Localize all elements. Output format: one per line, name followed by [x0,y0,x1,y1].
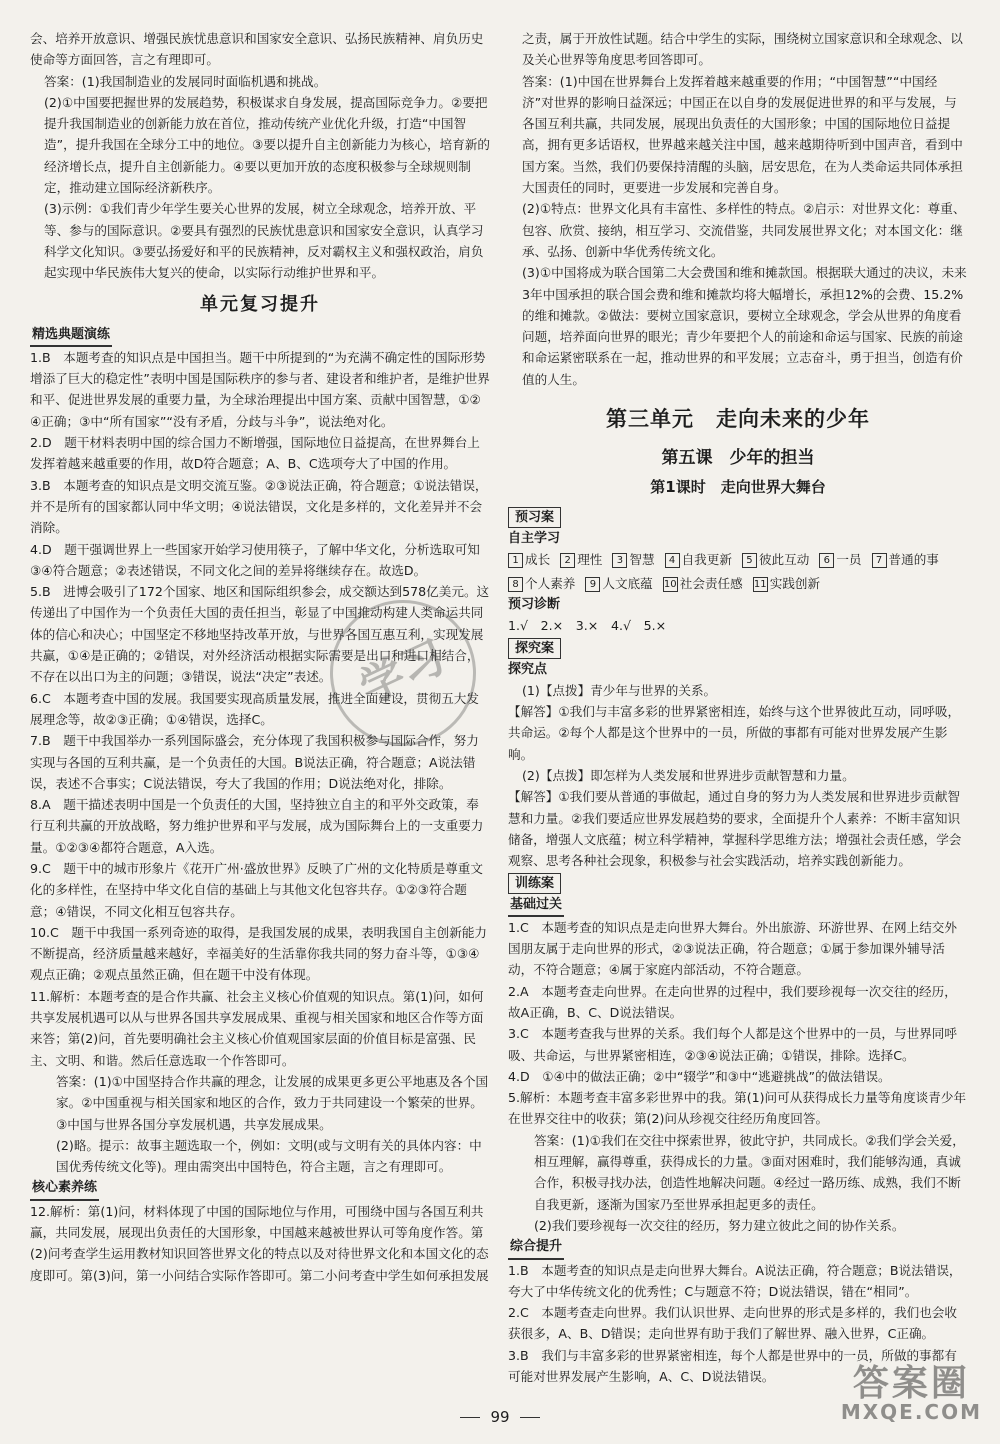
subsection-heading [30,324,490,347]
blank-item [508,549,550,570]
watermark-text: 答案圈 [852,1363,970,1404]
blank-text: 成长 [525,552,551,568]
answer-paragraph: (2)①特点：世界文化具有丰富性、多样性的特点。②启示：对世界文化：尊重、包容、欣赏、接纳，相互学习、交流借鉴，共同发展世界文化；对本国文化：继承、弘扬、创新中华优秀传统文化。 [522,201,966,259]
answer-paragraph: (3)①中国将成为联合国第二大会费国和维和摊款国。根据联大通过的决议，未来3年中国承担的联合国会费和维和摊款均将大幅增长，承担12%的会费、15.2%的维和摊款。②做法：要树立国家意识，要树立全球观念，学会从世界的角度看问题，培养面向世界的眼光；青少年要把个人的前途和命运与国家、民族的前途和命运紧密联系在一起，推动世界的和平发展；立志奋斗，勇于担当，创造有价值的人生。 [522,265,967,387]
answer-item: 8.A 题干描述表明中国是一个负责任的大国，坚持独立自主的和平外交政策，奉行互利共赢的开放战略，努力维护世界和平与发展，成为国际舞台上的一支重要力量。①②③④都符合题意，A入选。 [30,797,484,855]
answer-item: 1.C 本题考查的知识点是走向世界大舞台。外出旅游、环游世界、在网上结交外国朋友属于走向世界的形式，②③说法正确，符合题意；①属于参加课外辅导活动，不符合题意；④属于家庭内部活动，不符合题意。 [508,919,957,978]
blank-item [872,549,939,570]
answer-item: 2.A 本题考查走向世界。在走向世界的过程中，我们要珍视每一次交往的经历，故A正确，B、C、D说法错误。 [508,983,957,1020]
diagnosis-heading: 预习诊断 [508,596,561,612]
answer-item: 4.D ①④中的做法正确；②中“辍学”和③中“逃避挑战”的做法错误。 [508,1068,891,1084]
blank-text: 个人素养 [525,575,576,591]
right-column [508,28,968,1387]
blank-item [663,573,743,594]
answer-item: 10.C 题干中我国一系列奇迹的取得，是我国发展的成果，表明我国自主创新能力不断提高，经济质量越来越好，幸福美好的生活靠你我共同的努力奋斗等，①③④观点正确；②观点虽然正确，但在题干中没有体现。 [30,924,488,983]
answer-paragraph: (2)我们要珍视每一次交往的经历，努力建立彼此之间的协作关系。 [534,1217,905,1233]
footer-dash-left [460,1417,480,1418]
blank-text: 普通的事 [888,552,939,568]
answer-paragraph: (1)【点拨】青少年与世界的关系。 [522,682,717,698]
answer-paragraph: 答案：(1)我国制造业的发展同时面临机遇和挑战。 [44,73,327,89]
blank-item [508,573,575,594]
answer-item: 3.C 本题考查我与世界的关系。我们每个人都是这个世界中的一员，与世界同呼吸、共命运，与世界紧密相连，②③④说法正确；①错误，排除。选择C。 [508,1026,957,1063]
blank-item [585,573,652,594]
blank-number: 1 [508,553,523,568]
right-bottom-answers [508,680,968,1388]
blank-number: 3 [612,553,627,568]
subsection-heading [508,894,968,917]
training-tab: 训练案 [508,873,561,894]
answer-item: 1.B 本题考查的知识点是中国担当。题干中所提到的“为充满不确定性的国际形势增添了巨大的稳定性”表明中国是国际秩序的参与者、建设者和维护者，是维护世界和平、促进世界发展的重要力量，为全球治理提出中国方案、贡献中国智慧，①②④正确；③中“所有国家”“没有矛盾，分歧与斗争”，说法绝对化。 [30,349,490,429]
answer-item: 7.B 题干中我国举办一系列国际盛会，充分体现了我国积极参与国际合作，努力实现与各国的互利共赢，是一个负责任的大国。B说法正确，符合题意；A说法错误，表述不合事实；C说法错误，夸大了我国的作用；D说法绝对化，排除。 [30,733,479,791]
page-number: 99 [490,1408,510,1426]
blank-text: 实践创新 [769,575,821,591]
right-top-answers [508,28,968,390]
blank-item [742,549,809,570]
answer-paragraph: (3)示例：①我们青少年学生要关心世界的发展，树立全球观念，培养开放、平等、参与的国际意识。②要具有强烈的民族忧患意识和国家安全意识，认真学习科学文化知识。③要弘扬爱好和平的民族精神，反对霸权主义和强权政治，肩负起实现中华民族伟大复兴的使命，以实际行动维护世界和平。 [44,201,484,281]
subsection-heading-text: 精选典题演练 [30,324,112,347]
answer-item: 2.C 本题考查走向世界。我们认识世界、走向世界的形式是多样的，我们也会收获很多，A、B、D错误；走向世界有助于我们了解世界、融入世界，C正确。 [508,1305,957,1342]
blank-item [560,549,602,570]
blank-number: 10 [663,578,677,590]
answer-paragraph: 之责，属于开放性试题。结合中学生的实际，围绕树立国家意识和全球观念、以及关心世界等角度思考回答即可。 [522,31,963,68]
answer-paragraph: 【解答】①我们与丰富多彩的世界紧密相连，始终与这个世界彼此互动，同呼吸，共命运。②每个人都是这个世界中的一员，所做的事都有可能对世界发展产生影响。 [508,704,961,762]
blank-text: 社会责任感 [679,575,743,591]
answer-paragraph: 答案：(1)中国在世界舞台上发挥着越来越重要的作用；“中国智慧”“中国经济”对世界的影响日益深远；中国正在以自身的发展促进世界的和平与发展，与各国互利共赢，共同发展，展现出负责任的大国形象；中国的国际地位日益提高，拥有更多话语权，世界越来越关注中国，越来越期待听到中国声音，看到中国方案。当然，我们仍要保持清醒的头脑，居安思危，在为人类命运共同体承担大国责任的同时，更要进一步发展和完善自身。 [522,73,963,196]
footer-dash-right [520,1417,540,1418]
answer-item: 3.B 本题考查的知识点是文明交流互鉴。②③说法正确，符合题意；①说法错误，并不是所有的国家都认同中华文明；④说法错误，文化是多样的，文化差异并不会消除。 [30,477,488,536]
blank-text: 自我更新 [681,552,732,568]
page-footer [0,1408,1000,1426]
subsection-heading-text: 综合提升 [508,1236,564,1259]
period-title: 第1课时 走向世界大舞台 [650,478,826,497]
blank-number: 4 [665,553,680,568]
blank-answers [508,549,968,594]
blank-number: 2 [560,553,575,568]
blank-item [665,549,732,570]
answer-paragraph: 答案：(1)①我们在交往中探索世界，彼此守护，共同成长。②我们学会关爱，相互理解，赢得尊重，获得成长的力量。③面对困难时，我们能够沟通，真诚合作，积极寻找办法，创造性地解决问题。④经过一路历练、成熟，我们不断自我更新，逐渐为国家乃至世界承担起更多的责任。 [534,1132,965,1212]
answer-item: 2.D 题干材料表明中国的综合国力不断增强，国际地位日益提高，在世界舞台上发挥着越来越重要的作用，故D符合题意；A、B、C选项夸大了中国的作用。 [30,435,480,472]
blank-text: 人文底蕴 [602,575,653,591]
answer-item: 4.D 题干强调世界上一些国家开始学习使用筷子，了解中华文化，分析选取可知③④符合题意；②表述错误，不同文化之间的差异将继续存在。故选D。 [30,541,480,578]
answer-paragraph: 答案：(1)①中国坚持合作共赢的理念，让发展的成果更多更公平地惠及各个国家。②中国重视与相关国家和地区的合作，致力于共同建设一个繁荣的世界。③中国与世界各国分享发展机遇，共享发展成果。 [56,1073,489,1132]
self-study-heading: 自主学习 [508,531,561,547]
diagnosis-answers: 1.√ 2.× 3.× 4.√ 5.× [508,618,667,634]
answer-paragraph: 会、培养开放意识、增强民族忧患意识和国家安全意识、弘扬民族精神、肩负历史使命等方面回答，言之有理即可。 [30,31,484,68]
watermark-url: MXQE.COM [840,1400,982,1424]
explore-point-heading: 探究点 [508,661,548,677]
answer-paragraph: (2)①中国要把握世界的发展趋势，积极谋求自身发展，提高国际竞争力。②要把提升我国制造业的创新能力放在首位，推动传统产业优化升级，打造“中国智造”，提升我国在全球分工中的地位。③要以提升自主创新能力为核心，培育新的经济增长点，提升自主创新能力。④要以更加开放的态度积极参与全球规则制定，推动建立国际经济新秩序。 [44,94,491,196]
blank-number: 9 [585,577,600,592]
subsection-heading-text: 核心素养练 [30,1177,99,1200]
blank-number: 8 [508,577,523,592]
blank-number: 7 [872,553,887,568]
tab-row [508,872,968,894]
answer-paragraph: (2)略。提示：故事主题选取一个，例如：文明(或与文明有关的具体内容：中国优秀传统文化等)。理由需突出中国特色，符合主题，言之有理即可。 [56,1137,482,1175]
explore-tab: 探究案 [508,638,561,659]
answer-item: 1.B 本题考查的知识点是走向世界大舞台。A说法正确，符合题意；B说法错误，夸大了中华传统文化的优秀性；C与题意不符；D说法错误，错在“相同”。 [508,1262,962,1299]
answer-item: 5.B 进博会吸引了172个国家、地区和国际组织参会，成交额达到578亿美元。这传递出了中国作为一个负责任大国的责任担当，彰显了中国推动构建人类命运共同体的信心和决心；中国坚定不移地坚持改革开放，与世界各国互惠互利，实现发展共赢，①④是正确的；②错误，对外经济活动根据实际需要是出口和进口相结合，不存在以出口为主的问题；③错误，说法“决定”表述。 [30,584,490,685]
section-title: 单元复习提升 [200,293,320,315]
unit-title: 第三单元 走向未来的少年 [606,407,870,432]
subsection-heading [508,1236,968,1259]
blank-number: 6 [819,553,834,568]
blank-item [612,549,654,570]
blank-text: 理性 [577,552,603,568]
subsection-heading-text: 基础过关 [508,894,564,917]
answer-item: 12.解析：第(1)问，材料体现了中国的国际地位与作用，可围绕中国与各国互利共赢，共同发展，展现出负责任的大国形象，中国越来越被世界认可等角度作答。第(2)问考查学生运用教材知识回答世界文化的特点以及对待世界文化和本国文化的态度即可。第(3)问，第一小问结合实际作答即可。第二小问考查中学生如何承担发展 [30,1203,489,1283]
blank-item [819,549,861,570]
blank-item [753,573,820,594]
answer-item: 6.C 本题考查中国的发展。我国要实现高质量发展，推进全面建设，贯彻五大发展理念等，故②③正确；①④错误，选择C。 [30,690,479,727]
answer-item: 3.B 我们与丰富多彩的世界紧密相连，每个人都是世界中的一员，所做的事都有可能对世界发展产生影响，A、C、D说法错误。 [508,1347,957,1385]
answer-paragraph: 【解答】①我们要从普通的事做起，通过自身的努力为人类发展和世界进步贡献智慧和力量。②我们要适应世界发展趋势的要求，全面提升个人素养：不断丰富知识储备，增强人文底蕴；树立科学精神，掌握科学思维方法；增强社会责任感，学会观察、思考各种社会现象，积极参与社会实践活动，培养实践创新能力。 [508,789,962,869]
lesson-title: 第五课 少年的担当 [661,448,815,469]
blank-text: 一员 [836,552,862,568]
blank-number: 11 [753,578,767,590]
answer-item: 11.解析：本题考查的是合作共赢、社会主义核心价值观的知识点。第(1)问，如何共享发展机遇可以从与世界各国共享发展成果、重视与相关国家和地区合作等方面来答；第(2)问，首先要明确社会主义核心价值观国家层面的价值目标是富强、民主、文明、和谐。然后任意选取一个作答即可。 [30,988,484,1068]
answer-item: 9.C 题干中的城市形象片《花开广州·盛放世界》反映了广州的文化特质是尊重文化的多样性，在坚持中华文化自信的基础上与其他文化包容共存。①②③符合题意；④错误，不同文化相互包容共存。 [30,860,483,919]
subsection-heading [30,1177,490,1200]
blank-number: 5 [742,553,757,568]
blank-text: 彼此互动 [758,552,810,568]
pre-study-tab: 预习案 [508,507,561,528]
answer-item: 5.解析：本题考查丰富多彩世界中的我。第(1)问可从获得成长力量等角度谈青少年在世界交往中的收获；第(2)问从珍视交往经历角度回答。 [508,1090,967,1127]
ink-stamp: 学习 [306,576,500,770]
answer-paragraph: (2)【点拨】即怎样为人类发展和世界进步贡献智慧和力量。 [522,768,855,784]
blank-text: 智慧 [629,552,655,568]
